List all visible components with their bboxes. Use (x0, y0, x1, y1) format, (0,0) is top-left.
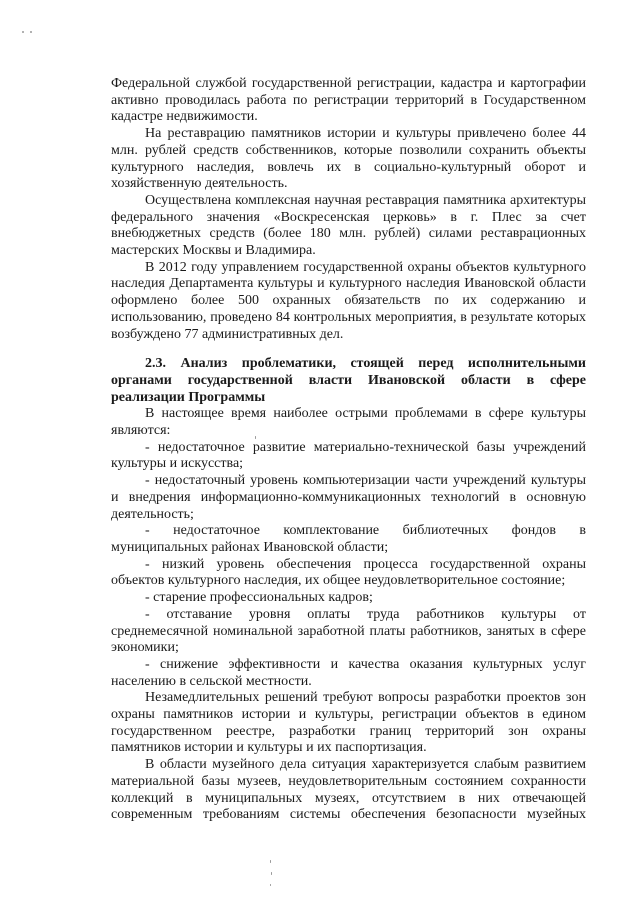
list-item: - старение профессиональных кадров; (145, 590, 373, 606)
paragraph: Федеральной службой государственной регистрации, кадастра и картографии активно проводилась работа по регистрации территорий в Государственном кадастре недвижимости. (111, 76, 586, 125)
section-heading: 2.3. Анализ проблематики, стоящей перед исполнительными органами государственной власти Ивановской области в сфере реализации Программы (111, 356, 586, 405)
paragraph: В настоящее время наиболее острыми проблемами в сфере культуры являются: (111, 406, 586, 439)
document-body (111, 76, 586, 824)
list-item: - недостаточный уровень компьютеризации части учреждений культуры и внедрения информационно-коммуникационных технологий в основную деятельность; (111, 473, 586, 522)
scan-speck (270, 860, 271, 863)
list-item: - снижение эффективности и качества оказания культурных услуг населению в сельской местности. (111, 656, 586, 689)
paragraph: В области музейного дела ситуация характеризуется слабым развитием материальной базы музеев, неудовлетворительным состоянием сохранности коллекций в муниципальных музеях, отсутствием в них отвечающей современным требованиям системы обеспечения безопасности музейных (111, 757, 586, 823)
list-item: - отставание уровня оплаты труда работников культуры от среднемесячной номинальной заработной платы работников, занятых в сфере экономики; (111, 606, 586, 656)
scan-speck (271, 872, 272, 875)
paragraph: В 2012 году управлением государственной охраны объектов культурного наследия Департамента культуры и культурного наследия Ивановской области оформлено более 500 охранных обязательств по их содержанию и использованию, проведено 84 контрольных мероприятия, в результате которых возбуждено 77 административных дел. (111, 259, 586, 342)
paragraph: Осуществлена комплексная научная реставрация памятника архитектуры федерального значения «Воскресенская церковь» в г. Плес за счет внебюджетных средств (более 180 млн. рублей) силами реставрационных мастерских Москвы и Владимира. (111, 192, 586, 259)
scan-speck (22, 31, 24, 33)
scan-speck (30, 31, 32, 33)
section-spacer (111, 343, 586, 356)
list-item: - низкий уровень обеспечения процесса государственной охраны объектов культурного наследия, их общее неудовлетворительное состояние; (111, 556, 586, 589)
list-item: - недостаточное комплектование библиотечных фондов в муниципальных районах Ивановской области; (111, 523, 586, 555)
paragraph: На реставрацию памятников истории и культуры привлечено более 44 млн. рублей средств собственников, которые позволили сохранить объекты культурного наследия, вовлечь их в социально-культурный оборот и хозяйственную деятельность. (111, 126, 586, 192)
paragraph: Незамедлительных решений требуют вопросы разработки проектов зон охраны памятников истории и культуры, регистрации объектов в едином государственном реестре, разработки границ территорий зон охраны памятников истории и культуры и их паспортизация. (111, 690, 586, 756)
list-item: - недостаточное развитие материально-технической базы учреждений культуры и искусства; (111, 439, 586, 472)
scan-speck (270, 884, 271, 886)
